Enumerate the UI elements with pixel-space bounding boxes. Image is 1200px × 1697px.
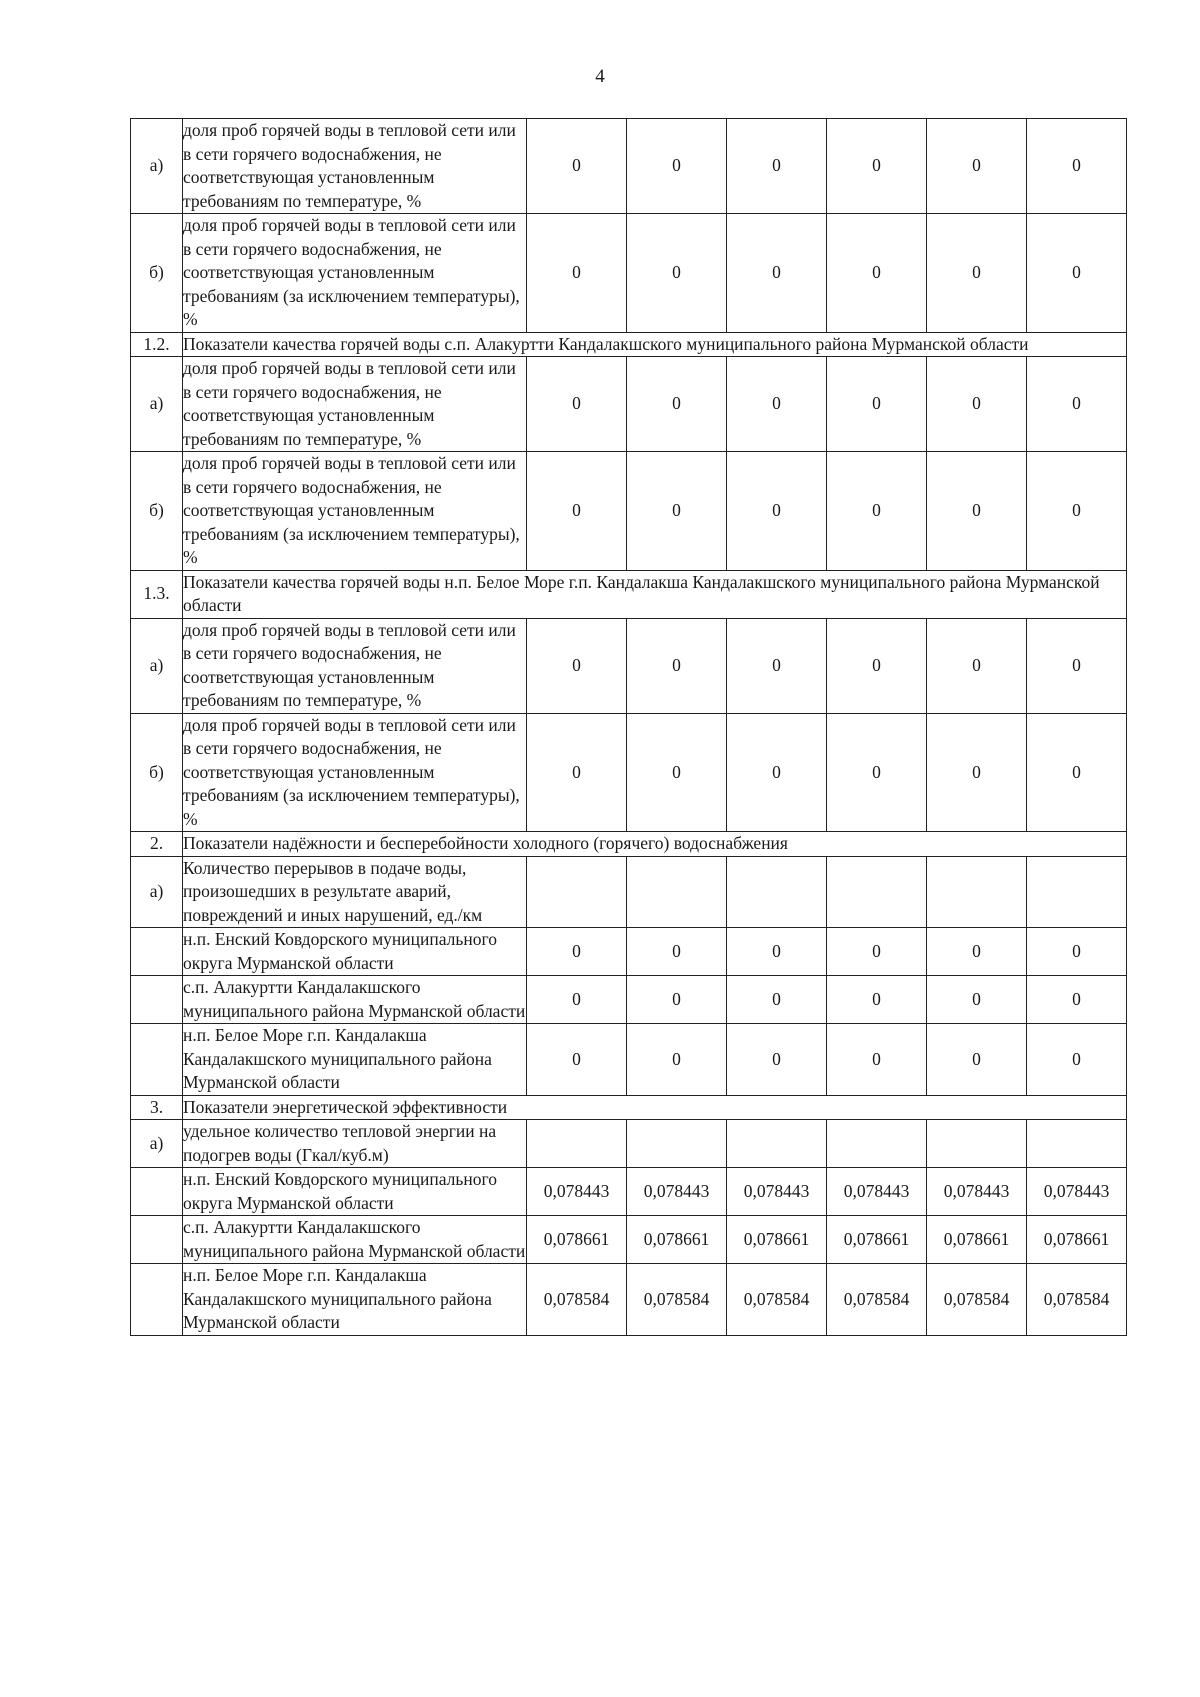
value-cell: 0 bbox=[627, 214, 727, 333]
value-cell: 0 bbox=[1027, 357, 1127, 452]
value-cell: 0 bbox=[827, 1024, 927, 1096]
value-cell: 0 bbox=[627, 357, 727, 452]
value-cell bbox=[527, 1120, 627, 1168]
table-row bbox=[131, 119, 1127, 214]
indicator-description: с.п. Алакуртти Кандалакшского муниципального района Мурманской области bbox=[183, 1216, 527, 1264]
value-cell bbox=[727, 1120, 827, 1168]
value-cell: 0,078661 bbox=[1027, 1216, 1127, 1264]
value-cell: 0,078661 bbox=[527, 1216, 627, 1264]
value-cell: 0 bbox=[627, 1024, 727, 1096]
table-row bbox=[131, 713, 1127, 832]
row-number: 1.3. bbox=[131, 570, 183, 618]
row-number: б) bbox=[131, 452, 183, 571]
value-cell: 0 bbox=[727, 357, 827, 452]
table-row bbox=[131, 1168, 1127, 1216]
row-number: 1.2. bbox=[131, 332, 183, 357]
row-number bbox=[131, 976, 183, 1024]
indicator-description: доля проб горячей воды в тепловой сети или в сети горячего водоснабжения, не соответствующая установленным требованиям (за исключением температуры), % bbox=[183, 713, 527, 832]
value-cell: 0 bbox=[627, 119, 727, 214]
value-cell: 0 bbox=[827, 452, 927, 571]
value-cell: 0 bbox=[527, 1024, 627, 1096]
indicator-description: н.п. Белое Море г.п. Кандалакша Кандалакшского муниципального района Мурманской области bbox=[183, 1264, 527, 1336]
value-cell bbox=[1027, 856, 1127, 928]
value-cell: 0 bbox=[927, 1024, 1027, 1096]
value-cell: 0,078584 bbox=[627, 1264, 727, 1336]
indicator-description: с.п. Алакуртти Кандалакшского муниципального района Мурманской области bbox=[183, 976, 527, 1024]
indicator-description: н.п. Белое Море г.п. Кандалакша Кандалакшского муниципального района Мурманской области bbox=[183, 1024, 527, 1096]
value-cell: 0 bbox=[827, 214, 927, 333]
value-cell: 0 bbox=[927, 357, 1027, 452]
value-cell: 0 bbox=[727, 452, 827, 571]
value-cell: 0 bbox=[727, 713, 827, 832]
row-number bbox=[131, 1264, 183, 1336]
value-cell: 0 bbox=[927, 928, 1027, 976]
indicator-description: доля проб горячей воды в тепловой сети или в сети горячего водоснабжения, не соответствующая установленным требованиям (за исключением температуры), % bbox=[183, 452, 527, 571]
section-row bbox=[131, 1095, 1127, 1120]
value-cell: 0 bbox=[527, 452, 627, 571]
indicators-table bbox=[130, 118, 1127, 1336]
value-cell: 0 bbox=[627, 976, 727, 1024]
page-number: 4 bbox=[595, 66, 605, 87]
value-cell bbox=[827, 856, 927, 928]
table-row bbox=[131, 976, 1127, 1024]
indicator-description: доля проб горячей воды в тепловой сети или в сети горячего водоснабжения, не соответствующая установленным требованиям по температуре, % bbox=[183, 119, 527, 214]
value-cell: 0,078661 bbox=[727, 1216, 827, 1264]
table-row bbox=[131, 928, 1127, 976]
value-cell: 0 bbox=[1027, 214, 1127, 333]
indicator-description: доля проб горячей воды в тепловой сети или в сети горячего водоснабжения, не соответствующая установленным требованиям по температуре, % bbox=[183, 357, 527, 452]
section-title: Показатели качества горячей воды с.п. Алакуртти Кандалакшского муниципального района Мурманской области bbox=[183, 332, 1127, 357]
value-cell: 0 bbox=[827, 928, 927, 976]
row-number: 3. bbox=[131, 1095, 183, 1120]
value-cell bbox=[527, 856, 627, 928]
value-cell: 0,078584 bbox=[527, 1264, 627, 1336]
indicator-description: доля проб горячей воды в тепловой сети или в сети горячего водоснабжения, не соответствующая установленным требованиям по температуре, % bbox=[183, 618, 527, 713]
table-row bbox=[131, 1120, 1127, 1168]
table-row bbox=[131, 214, 1127, 333]
value-cell: 0 bbox=[827, 976, 927, 1024]
value-cell bbox=[627, 1120, 727, 1168]
section-row bbox=[131, 832, 1127, 857]
value-cell: 0 bbox=[527, 928, 627, 976]
value-cell: 0 bbox=[527, 119, 627, 214]
table-row bbox=[131, 1024, 1127, 1096]
row-number bbox=[131, 928, 183, 976]
table-row bbox=[131, 357, 1127, 452]
indicator-description: н.п. Енский Ковдорского муниципального округа Мурманской области bbox=[183, 928, 527, 976]
value-cell: 0 bbox=[927, 976, 1027, 1024]
table-row bbox=[131, 1216, 1127, 1264]
table-row bbox=[131, 452, 1127, 571]
value-cell: 0,078443 bbox=[527, 1168, 627, 1216]
table-row bbox=[131, 1264, 1127, 1336]
section-row bbox=[131, 570, 1127, 618]
row-number: а) bbox=[131, 119, 183, 214]
value-cell: 0,078443 bbox=[1027, 1168, 1127, 1216]
value-cell: 0 bbox=[727, 618, 827, 713]
indicator-description: Количество перерывов в подаче воды, произошедших в результате аварий, повреждений и иных нарушений, ед./км bbox=[183, 856, 527, 928]
value-cell: 0 bbox=[927, 713, 1027, 832]
value-cell: 0 bbox=[1027, 618, 1127, 713]
value-cell bbox=[827, 1120, 927, 1168]
value-cell bbox=[727, 856, 827, 928]
value-cell: 0 bbox=[527, 713, 627, 832]
value-cell: 0 bbox=[527, 618, 627, 713]
section-title: Показатели качества горячей воды н.п. Белое Море г.п. Кандалакша Кандалакшского муниципального района Мурманской области bbox=[183, 570, 1127, 618]
section-row bbox=[131, 332, 1127, 357]
section-title: Показатели энергетической эффективности bbox=[183, 1095, 1127, 1120]
row-number: а) bbox=[131, 1120, 183, 1168]
row-number: а) bbox=[131, 618, 183, 713]
value-cell: 0 bbox=[727, 928, 827, 976]
value-cell: 0,078443 bbox=[627, 1168, 727, 1216]
value-cell bbox=[927, 856, 1027, 928]
value-cell: 0 bbox=[527, 976, 627, 1024]
value-cell: 0,078584 bbox=[827, 1264, 927, 1336]
row-number bbox=[131, 1216, 183, 1264]
value-cell: 0 bbox=[727, 976, 827, 1024]
row-number bbox=[131, 1168, 183, 1216]
indicator-description: доля проб горячей воды в тепловой сети или в сети горячего водоснабжения, не соответствующая установленным требованиям (за исключением температуры), % bbox=[183, 214, 527, 333]
value-cell: 0 bbox=[727, 1024, 827, 1096]
value-cell: 0 bbox=[827, 119, 927, 214]
value-cell: 0 bbox=[527, 357, 627, 452]
value-cell: 0 bbox=[1027, 452, 1127, 571]
value-cell bbox=[927, 1120, 1027, 1168]
row-number: б) bbox=[131, 713, 183, 832]
value-cell: 0,078584 bbox=[927, 1264, 1027, 1336]
value-cell: 0,078443 bbox=[727, 1168, 827, 1216]
value-cell: 0 bbox=[1027, 976, 1127, 1024]
value-cell: 0,078443 bbox=[827, 1168, 927, 1216]
value-cell: 0 bbox=[927, 119, 1027, 214]
value-cell: 0 bbox=[1027, 928, 1127, 976]
table-row bbox=[131, 618, 1127, 713]
value-cell: 0 bbox=[827, 618, 927, 713]
value-cell: 0 bbox=[827, 713, 927, 832]
value-cell: 0 bbox=[927, 214, 1027, 333]
value-cell: 0 bbox=[627, 618, 727, 713]
value-cell bbox=[1027, 1120, 1127, 1168]
value-cell: 0,078443 bbox=[927, 1168, 1027, 1216]
row-number: б) bbox=[131, 214, 183, 333]
row-number bbox=[131, 1024, 183, 1096]
value-cell bbox=[627, 856, 727, 928]
value-cell: 0 bbox=[927, 618, 1027, 713]
value-cell: 0 bbox=[627, 452, 727, 571]
value-cell: 0,078584 bbox=[1027, 1264, 1127, 1336]
value-cell: 0 bbox=[1027, 713, 1127, 832]
value-cell: 0,078584 bbox=[727, 1264, 827, 1336]
value-cell: 0,078661 bbox=[827, 1216, 927, 1264]
indicator-description: удельное количество тепловой энергии на подогрев воды (Гкал/куб.м) bbox=[183, 1120, 527, 1168]
value-cell: 0 bbox=[527, 214, 627, 333]
value-cell: 0,078661 bbox=[927, 1216, 1027, 1264]
value-cell: 0,078661 bbox=[627, 1216, 727, 1264]
table-body bbox=[131, 119, 1127, 1336]
value-cell: 0 bbox=[727, 119, 827, 214]
table-row bbox=[131, 856, 1127, 928]
row-number: а) bbox=[131, 856, 183, 928]
value-cell: 0 bbox=[927, 452, 1027, 571]
value-cell: 0 bbox=[627, 928, 727, 976]
indicator-description: н.п. Енский Ковдорского муниципального округа Мурманской области bbox=[183, 1168, 527, 1216]
value-cell: 0 bbox=[1027, 119, 1127, 214]
section-title: Показатели надёжности и бесперебойности холодного (горячего) водоснабжения bbox=[183, 832, 1127, 857]
row-number: а) bbox=[131, 357, 183, 452]
value-cell: 0 bbox=[727, 214, 827, 333]
value-cell: 0 bbox=[627, 713, 727, 832]
value-cell: 0 bbox=[1027, 1024, 1127, 1096]
value-cell: 0 bbox=[827, 357, 927, 452]
row-number: 2. bbox=[131, 832, 183, 857]
